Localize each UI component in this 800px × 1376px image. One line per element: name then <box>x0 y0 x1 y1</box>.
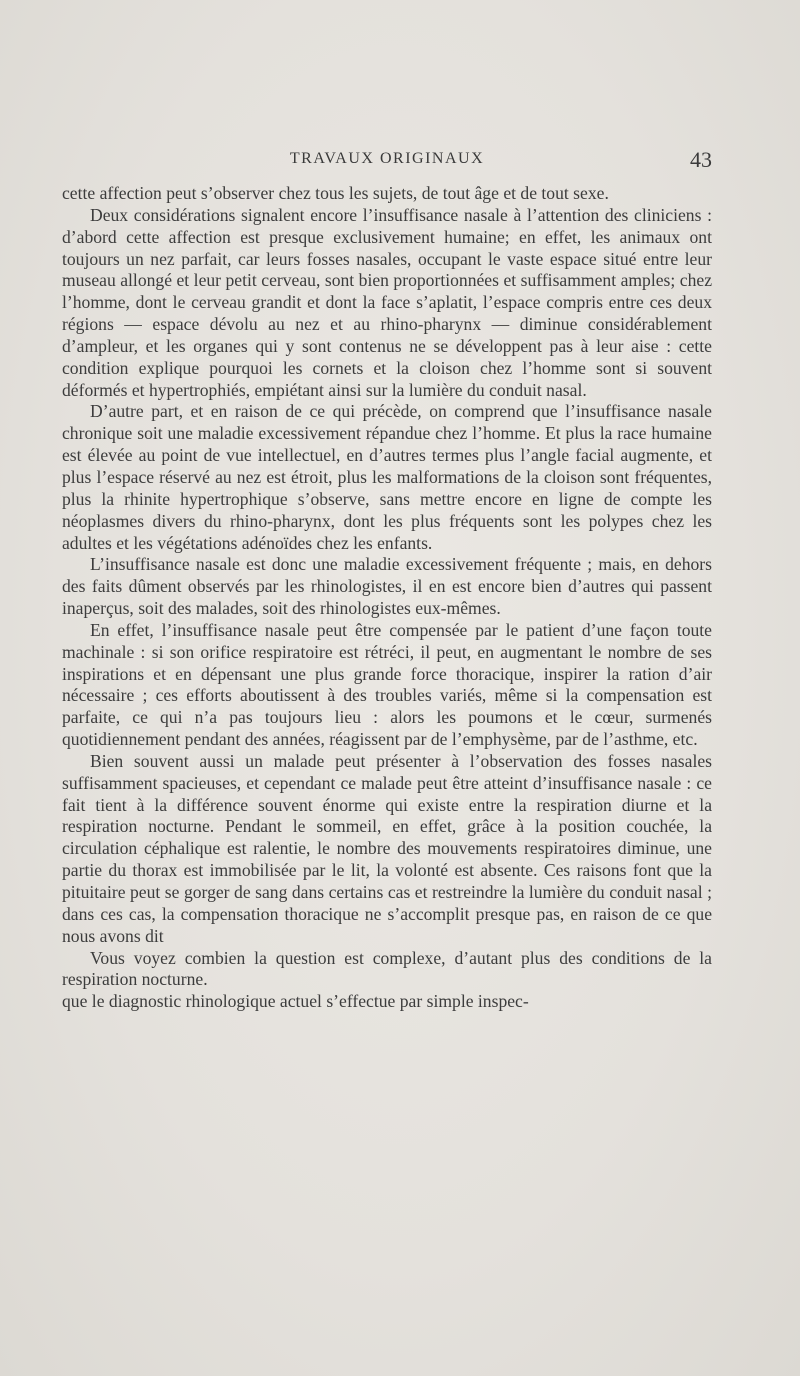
paragraph-fragment: que le diagnostic rhinologique actuel s’effectue par simple inspec- <box>62 991 529 1012</box>
page-header <box>62 147 712 180</box>
running-title: TRAVAUX ORIGINAUX <box>289 150 485 167</box>
paragraph: Bien souvent aussi un malade peut présenter à l’observation des fosses nasales suffisamment spacieuses, et cependant ce malade peut être atteint d’insuffisance nasale : ce fait tient à la différence souvent énorme qui existe entre la respiration diurne et la respiration nocturne. Pendant le sommeil, en effet, grâce à la position couchée, la circulation céphalique est ralentie, le nombre des mouvements respiratoires diminue, une partie du thorax est immobilisée par le lit, la volonté est absente. Ces raisons font que la pituitaire peut se gorger de sang dans certains cas et restreindre la lumière du conduit nasal ; dans ces cas, la compensation thoracique ne s’accomplit presque pas, en raison de ce que nous avons dit <box>62 750 712 946</box>
paragraph: L’insuffisance nasale est donc une maladie excessivement fréquente ; mais, en dehors des faits dûment observés par les rhinologistes, il en est encore bien d’autres qui passent inaperçus, soit des malades, soit des rhinologistes eux-mêmes. <box>62 554 712 619</box>
paragraph: D’autre part, et en raison de ce qui précède, on comprend que l’insuffisance nasale chronique soit une maladie excessivement répandue chez l’homme. Et plus la race humaine est élevée au point de vue intellectuel, en d’autres termes plus l’angle facial augmente, et plus l’espace réservé au nez est étroit, plus les malformations de la cloison sont fréquentes, plus la rhinite hypertrophique s’observe, sans mettre encore en ligne de compte les néoplasmes divers du rhino-pharynx, dont les plus fréquents sont les polypes chez les adultes et les végétations adénoïdes chez les enfants. <box>62 401 712 553</box>
page-number: 43 <box>690 147 712 172</box>
paragraph: En effet, l’insuffisance nasale peut être compensée par le patient d’une façon toute machinale : si son orifice respiratoire est rétréci, il peut, en augmentant le nombre de ses inspirations et en dépensant une plus grande force thoracique, inspirer la ration d’air nécessaire ; ces efforts aboutissent à des troubles variés, même si la compensation est parfaite, ce qui n’a pas toujours lieu : alors les poumons et le cœur, surmenés quotidiennement pendant des années, réagissent par de l’emphysème, par de l’asthme, etc. <box>62 619 712 750</box>
paragraph-continuation: cette affection peut s’observer chez tous les sujets, de tout âge et de tout sexe. <box>62 183 609 203</box>
body-text <box>62 183 712 1013</box>
paragraph: Deux considérations signalent encore l’insuffisance nasale à l’attention des cliniciens : d’abord cette affection est presque exclusivement humaine; en effet, les animaux ont toujours un nez parfait, car leurs fosses nasales, occupant le vaste espace situé entre leur museau allongé et leur petit cerveau, sont bien proportionnées et suffisamment amples; chez l’homme, dont le cerveau grandit et dont la face s’aplatit, l’espace compris entre ces deux régions — espace dévolu au nez et au rhino-pharynx — diminue considérablement d’ampleur, et les organes qui y sont contenus ne se développent pas à leur aise : cette condition explique pourquoi les cornets et la cloison chez l’homme sont si souvent déformés et hypertrophiés, empiétant ainsi sur la lumière du conduit nasal. <box>62 204 712 400</box>
paragraph: Vous voyez combien la question est complexe, d’autant plus des conditions de la respiration nocturne. <box>62 947 712 990</box>
